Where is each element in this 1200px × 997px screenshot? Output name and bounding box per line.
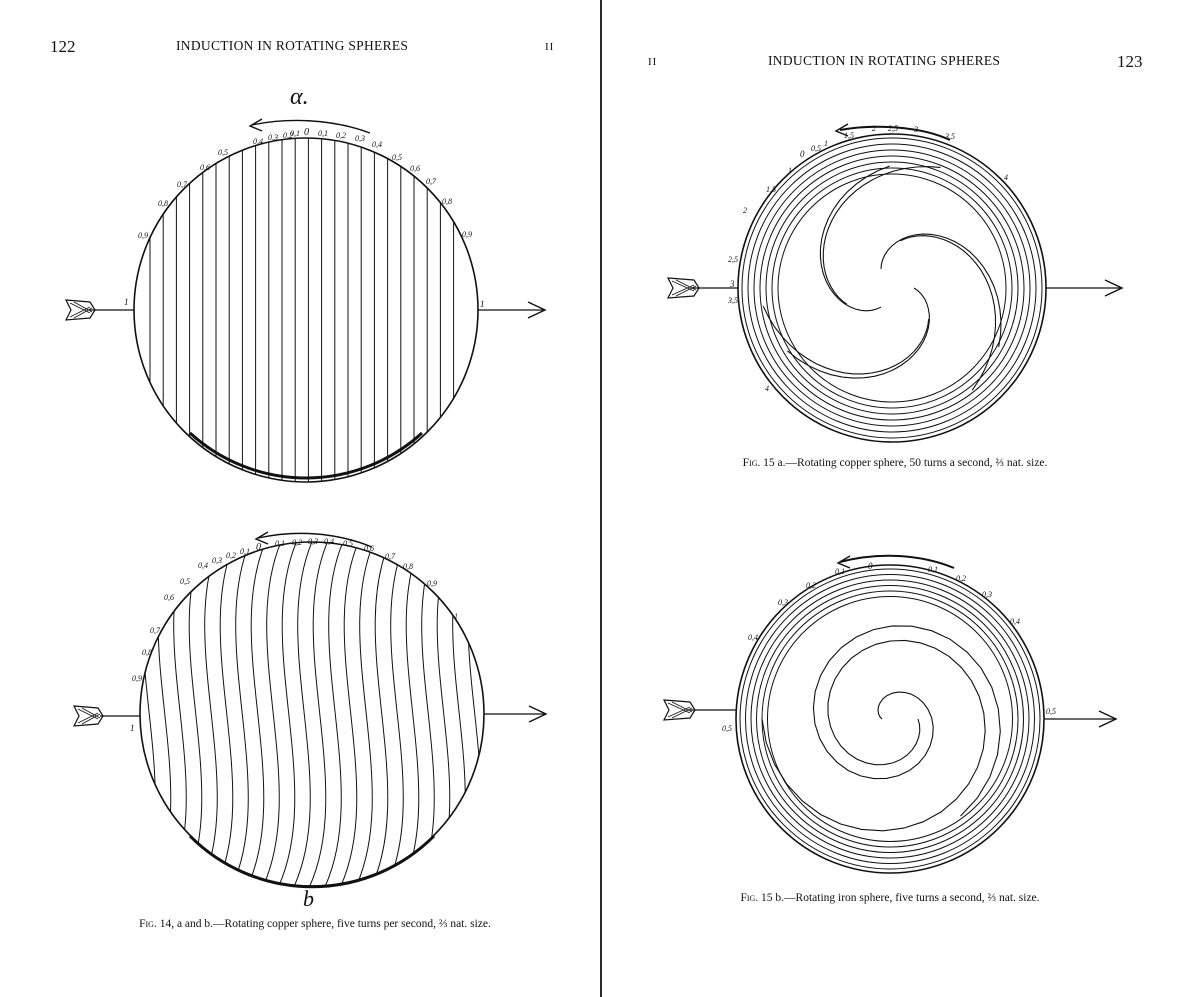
figure-15b-caption [720, 892, 1060, 904]
rim-line [754, 150, 1030, 426]
rim-line [746, 575, 1035, 864]
scale-label: 0,5 [180, 577, 190, 586]
scale-label: 0,5 [218, 148, 228, 157]
scale-label: 1 [454, 612, 458, 621]
rim-line [742, 138, 1042, 438]
figure-15 [602, 0, 1200, 997]
scale-label: 1,5 [766, 185, 776, 194]
scale-label-zero: 0 [256, 542, 261, 553]
rotation-arrow [252, 120, 370, 133]
rim-line [762, 591, 1018, 847]
field-lines-15b [740, 569, 1040, 869]
scale-label: 0,1 [290, 129, 300, 138]
scale-label: 0,7 [426, 177, 436, 186]
scale-label: 0,6 [410, 164, 420, 173]
scale-label: 0,8 [158, 199, 168, 208]
scale-label: 0,1 [835, 567, 845, 576]
spiral-arm [762, 640, 985, 830]
caption-text: a.—Rotating copper sphere, 50 turns a second, ⅔ nat. size. [774, 457, 1048, 469]
scale-label: 4 [765, 384, 769, 393]
incoming-arrow-icon [668, 278, 738, 298]
scale-label: 0,5 [811, 144, 821, 153]
field-line [445, 535, 470, 895]
field-line [306, 535, 331, 895]
scale-label: 0,3 [212, 556, 222, 565]
scale-label: 3,5 [728, 296, 738, 305]
scale-label: 0,7 [385, 552, 395, 561]
running-head-right: INDUCTION IN ROTATING SPHERES [768, 53, 1001, 68]
scale-label: 0,3 [268, 133, 278, 142]
scale-label: 0,8 [142, 648, 152, 657]
scale-label: 1 [480, 299, 485, 309]
scale-label: 0,3 [778, 598, 788, 607]
scale-label: 0,9 [427, 579, 437, 588]
scale-label: 3 [730, 279, 735, 289]
scale-label: 0,1 [275, 539, 285, 548]
field-line [290, 535, 315, 895]
scale-label: 0,2 [283, 131, 293, 140]
field-line [430, 535, 455, 895]
scale-label: 0,2 [336, 131, 346, 140]
scale-label: 2 [872, 124, 876, 133]
sphere-outline-a [134, 138, 478, 482]
scale-label: 0,7 [150, 626, 160, 635]
scale-label: 0,5 [1046, 707, 1056, 716]
scale-label: 1 [124, 297, 129, 307]
spiral-arm [813, 626, 1000, 816]
page-number-right: 123 [1117, 52, 1143, 71]
field-line [399, 535, 424, 895]
chapter-left: II [545, 41, 555, 53]
rim-line [751, 580, 1029, 858]
spiral-arm [900, 236, 995, 391]
scale-labels-a [124, 127, 485, 309]
scale-label: 0,8 [442, 197, 452, 206]
field-line [414, 535, 439, 895]
spiral-arm [881, 234, 1001, 347]
field-line [213, 535, 238, 895]
field-line [507, 535, 532, 895]
scale-label: 0,4 [198, 561, 208, 570]
spiral-arm [820, 166, 889, 311]
figure-14a-letter: α. [290, 84, 309, 110]
rim-line [757, 586, 1024, 853]
scale-label: 2,5 [728, 255, 738, 264]
scale-label: 1 [824, 139, 828, 148]
scale-label: 0,7 [177, 180, 187, 189]
scale-label: 0 [800, 149, 805, 159]
scale-label: 0,6 [200, 163, 210, 172]
outgoing-arrow-icon [478, 302, 545, 318]
scale-label: 1 [130, 723, 135, 733]
scale-label: 0,5 [722, 724, 732, 733]
scale-label: 3,5 [945, 132, 955, 141]
scale-label: 2 [743, 206, 747, 215]
sphere-outline-15a [738, 134, 1046, 442]
scale-label: 4 [1004, 173, 1008, 182]
chapter-right: II [648, 56, 658, 68]
field-lines-15a [742, 138, 1042, 438]
scale-labels-15b [722, 561, 1056, 733]
rotation-arrowhead [250, 119, 262, 131]
scale-label: 0,4 [324, 537, 334, 546]
figure-15b [664, 556, 1116, 873]
scale-label: 2,5 [888, 124, 898, 133]
caption-text: a and b.—Rotating copper sphere, five turns per second, ⅔ nat. size. [174, 918, 491, 930]
field-line [321, 535, 346, 895]
rim-line [760, 156, 1024, 420]
scale-label: 0,9 [132, 674, 142, 683]
caption-text: b.—Rotating iron sphere, five turns a second, ⅔ nat. size. [772, 892, 1040, 904]
scale-label: 0,8 [403, 562, 413, 571]
field-line [492, 535, 517, 895]
scale-label: 0,6 [164, 593, 174, 602]
scale-label: 0 [868, 561, 873, 571]
scale-label: 0,2 [806, 581, 816, 590]
rim-line [768, 597, 1013, 842]
field-line [275, 535, 300, 895]
field-line [244, 535, 269, 895]
scale-label: 0,2 [226, 551, 236, 560]
sphere-shadow-b [190, 836, 434, 887]
scale-label: 0,5 [343, 539, 353, 548]
scale-label: 0,9 [462, 230, 472, 239]
rim-line [766, 162, 1018, 414]
field-line [197, 535, 222, 895]
scale-label: 0,2 [956, 574, 966, 583]
scale-label-zero: 0 [304, 127, 309, 138]
page-number-left: 122 [50, 37, 76, 56]
right-page [602, 0, 1200, 997]
scale-label: 0,4 [748, 633, 758, 642]
field-line [461, 535, 486, 895]
scale-label: 0,3 [982, 590, 992, 599]
rim-line [748, 144, 1036, 432]
figure-14-caption [110, 918, 520, 930]
spiral-arm [788, 288, 930, 378]
scale-label: 1 [788, 166, 792, 175]
caption-fig-label: Fig. 15 [740, 892, 773, 904]
scale-label: 0,4 [1010, 617, 1020, 626]
caption-fig-label: Fig. 15 [742, 457, 775, 469]
scale-label: 0,9 [138, 231, 148, 240]
field-line [383, 535, 408, 895]
figure-14b-letter: b [303, 886, 314, 911]
figure-14a [66, 84, 545, 490]
caption-fig-label: Fig. 14, [139, 918, 175, 930]
scale-label: 0,4 [253, 137, 263, 146]
scale-label: 1,5 [844, 131, 854, 140]
field-line [337, 535, 362, 895]
figure-15a-caption [720, 457, 1070, 469]
field-line [476, 535, 501, 895]
scale-label: 0,3 [308, 537, 318, 546]
field-line [135, 535, 160, 895]
running-head-left: INDUCTION IN ROTATING SPHERES [176, 38, 409, 53]
scale-label: 0,1 [318, 129, 328, 138]
field-line [228, 535, 253, 895]
scale-label: 0,1 [928, 565, 938, 574]
outgoing-arrow-icon [1046, 280, 1122, 296]
scale-label: 0,2 [292, 538, 302, 547]
field-line [151, 535, 176, 895]
scale-label: 0,1 [240, 547, 250, 556]
field-line [166, 535, 191, 895]
incoming-arrow-icon [664, 700, 736, 720]
scale-label: 0,6 [364, 544, 374, 553]
rim-line [740, 569, 1040, 869]
figure-14b [74, 532, 546, 911]
field-line [352, 535, 377, 895]
scale-label: 3 [914, 125, 918, 134]
field-line [368, 535, 393, 895]
scale-label: 0,4 [372, 140, 382, 149]
rim-line [772, 168, 1012, 408]
field-line [259, 535, 284, 895]
outgoing-arrow-icon [484, 706, 546, 722]
figure-15a [668, 124, 1122, 442]
sphere-outline-15b [736, 565, 1044, 873]
scale-label: 0,5 [392, 153, 402, 162]
scale-label: 0,3 [355, 134, 365, 143]
